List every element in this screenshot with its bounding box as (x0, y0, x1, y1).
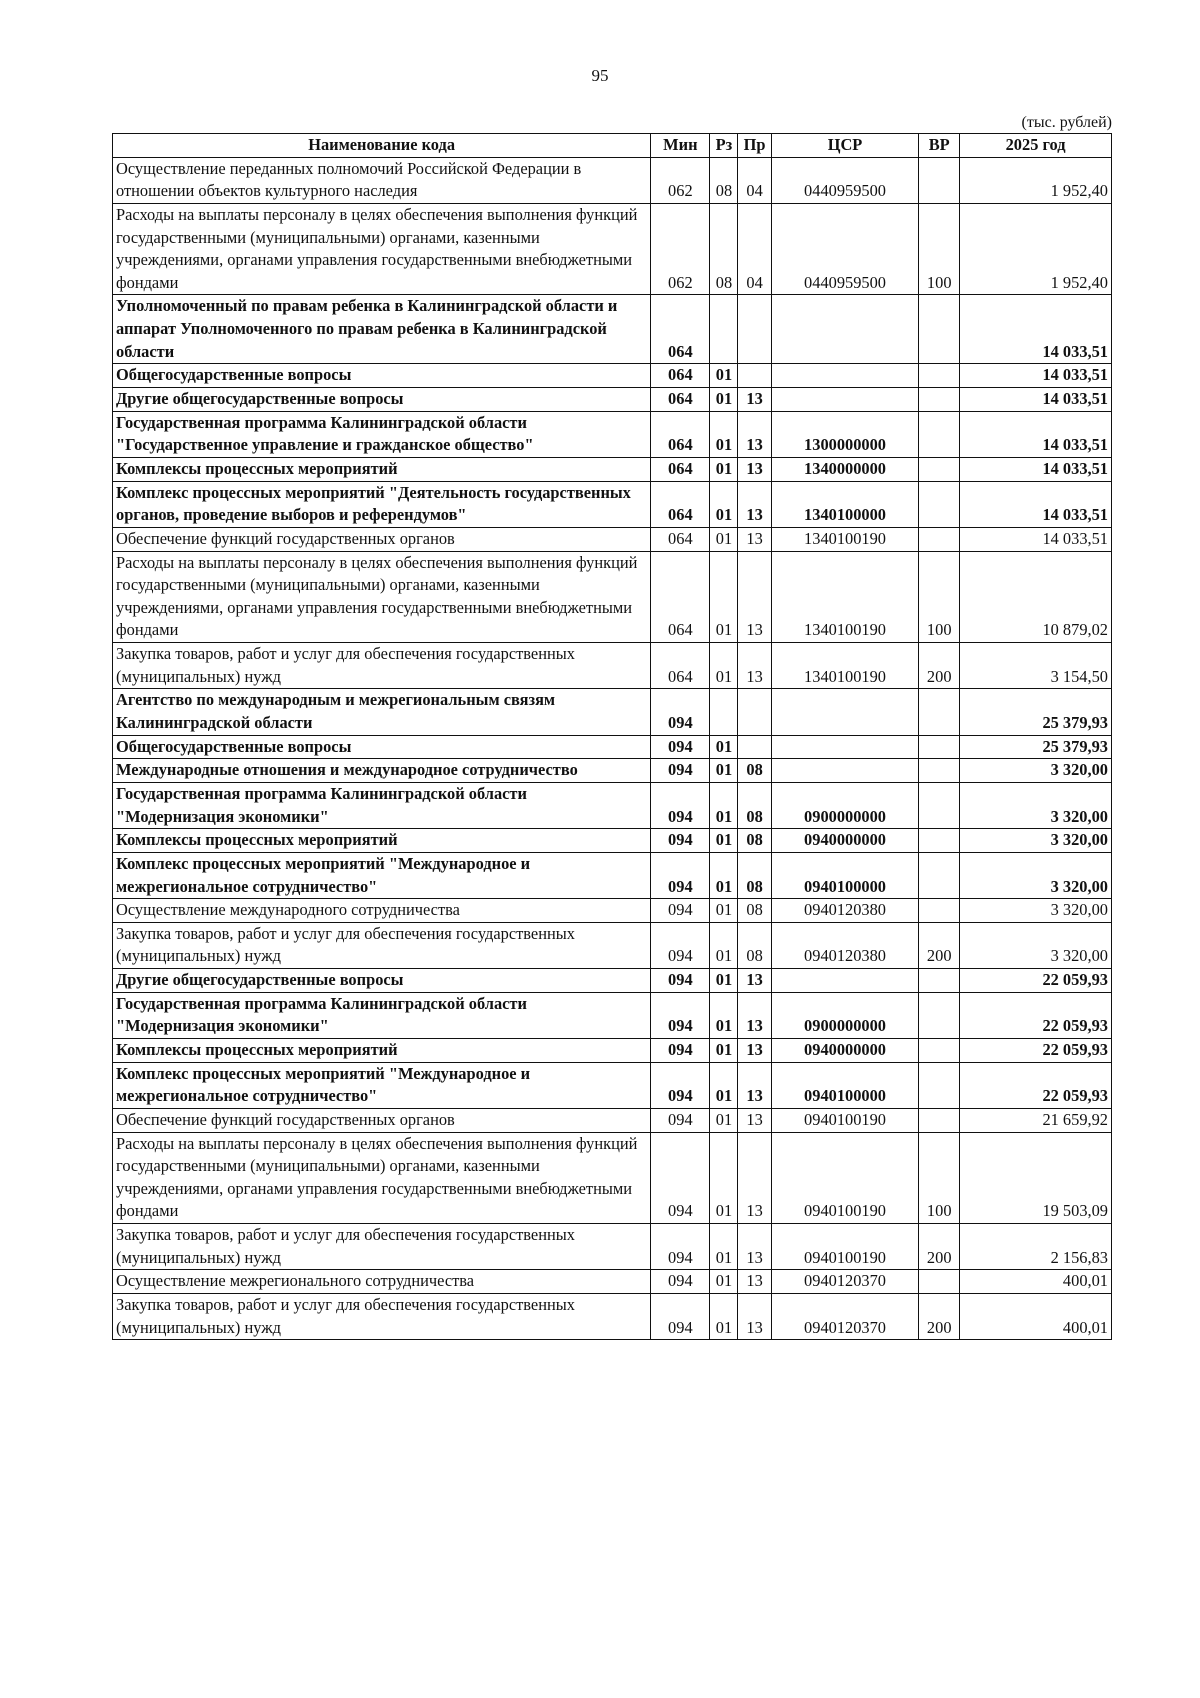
cell-name: Обеспечение функций государственных органов (113, 1108, 651, 1132)
table-row (113, 1270, 1112, 1294)
cell-vr (919, 1270, 960, 1294)
cell-pr: 13 (738, 1132, 771, 1224)
cell-sum: 3 320,00 (960, 899, 1112, 923)
cell-name: Государственная программа Калининградской области "Государственное управление и гражданское общество" (113, 411, 651, 457)
cell-pr: 13 (738, 457, 771, 481)
cell-pr: 08 (738, 782, 771, 828)
cell-sum: 14 033,51 (960, 388, 1112, 412)
table-row (113, 388, 1112, 412)
cell-rz: 01 (710, 759, 738, 783)
cell-vr (919, 295, 960, 364)
cell-min: 094 (651, 689, 710, 735)
cell-pr: 13 (738, 1062, 771, 1108)
cell-min: 064 (651, 481, 710, 527)
cell-pr: 13 (738, 1224, 771, 1270)
cell-min: 094 (651, 1294, 710, 1340)
cell-sum: 14 033,51 (960, 411, 1112, 457)
cell-name: Агентство по международным и межрегиональным связям Калининградской области (113, 689, 651, 735)
cell-min: 064 (651, 457, 710, 481)
cell-csr: 0940100190 (771, 1132, 918, 1224)
cell-vr (919, 1038, 960, 1062)
cell-pr: 13 (738, 969, 771, 993)
cell-min: 094 (651, 899, 710, 923)
cell-min: 094 (651, 759, 710, 783)
cell-rz: 01 (710, 829, 738, 853)
cell-csr: 1300000000 (771, 411, 918, 457)
cell-rz: 01 (710, 969, 738, 993)
cell-rz: 01 (710, 1062, 738, 1108)
cell-vr (919, 157, 960, 203)
cell-name: Другие общегосударственные вопросы (113, 388, 651, 412)
cell-vr: 200 (919, 643, 960, 689)
table-row (113, 782, 1112, 828)
cell-rz: 01 (710, 922, 738, 968)
cell-sum: 400,01 (960, 1294, 1112, 1340)
cell-vr (919, 829, 960, 853)
cell-rz: 01 (710, 1224, 738, 1270)
cell-min: 094 (651, 969, 710, 993)
cell-csr: 0940120380 (771, 899, 918, 923)
cell-pr: 08 (738, 759, 771, 783)
page-number: 95 (591, 66, 609, 85)
table-row (113, 992, 1112, 1038)
cell-vr (919, 735, 960, 759)
cell-csr: 0940100190 (771, 1108, 918, 1132)
table-body (113, 157, 1112, 1340)
cell-csr: 0940100000 (771, 1062, 918, 1108)
cell-min: 094 (651, 852, 710, 898)
cell-pr: 08 (738, 852, 771, 898)
cell-csr: 1340100190 (771, 643, 918, 689)
cell-vr (919, 411, 960, 457)
cell-pr: 13 (738, 527, 771, 551)
cell-pr: 04 (738, 203, 771, 295)
cell-vr (919, 1062, 960, 1108)
cell-csr: 0940100000 (771, 852, 918, 898)
cell-name: Уполномоченный по правам ребенка в Калининградской области и аппарат Уполномоченного по правам ребенка в Калининградской области (113, 295, 651, 364)
cell-sum: 10 879,02 (960, 551, 1112, 643)
cell-csr: 0440959500 (771, 157, 918, 203)
table-row (113, 1132, 1112, 1224)
cell-csr: 0940120380 (771, 922, 918, 968)
cell-csr: 0900000000 (771, 992, 918, 1038)
cell-min: 094 (651, 1224, 710, 1270)
cell-name: Осуществление межрегионального сотрудничества (113, 1270, 651, 1294)
cell-rz: 01 (710, 735, 738, 759)
cell-rz: 01 (710, 364, 738, 388)
cell-name: Международные отношения и международное сотрудничество (113, 759, 651, 783)
cell-rz: 08 (710, 203, 738, 295)
cell-rz: 01 (710, 1108, 738, 1132)
cell-sum: 1 952,40 (960, 157, 1112, 203)
table-row (113, 364, 1112, 388)
cell-vr: 100 (919, 1132, 960, 1224)
cell-pr (738, 689, 771, 735)
table-row (113, 551, 1112, 643)
table-row (113, 922, 1112, 968)
cell-sum: 25 379,93 (960, 735, 1112, 759)
cell-csr: 0940000000 (771, 829, 918, 853)
cell-vr (919, 899, 960, 923)
cell-rz (710, 295, 738, 364)
budget-table (112, 133, 1112, 1340)
table-row (113, 411, 1112, 457)
cell-min: 094 (651, 1108, 710, 1132)
cell-vr (919, 388, 960, 412)
cell-rz: 01 (710, 527, 738, 551)
cell-csr: 0940000000 (771, 1038, 918, 1062)
table-header-row (113, 134, 1112, 158)
cell-rz: 01 (710, 992, 738, 1038)
cell-vr (919, 1108, 960, 1132)
cell-vr (919, 481, 960, 527)
cell-pr: 08 (738, 899, 771, 923)
cell-name: Закупка товаров, работ и услуг для обеспечения государственных (муниципальных) нужд (113, 1224, 651, 1270)
cell-csr (771, 759, 918, 783)
cell-sum: 21 659,92 (960, 1108, 1112, 1132)
header-rz: Рз (710, 134, 738, 158)
cell-min: 062 (651, 157, 710, 203)
cell-name: Расходы на выплаты персоналу в целях обеспечения выполнения функций государственными (муниципальными) органами, казенными учреждениями, органами управления государственными внебюджетными фондами (113, 551, 651, 643)
cell-csr (771, 295, 918, 364)
cell-min: 064 (651, 388, 710, 412)
table-row (113, 457, 1112, 481)
cell-csr: 0900000000 (771, 782, 918, 828)
cell-name: Государственная программа Калининградской области "Модернизация экономики" (113, 782, 651, 828)
cell-rz: 01 (710, 481, 738, 527)
cell-min: 064 (651, 551, 710, 643)
cell-pr: 13 (738, 388, 771, 412)
cell-vr: 200 (919, 1294, 960, 1340)
cell-rz: 01 (710, 782, 738, 828)
cell-vr (919, 364, 960, 388)
table-row (113, 527, 1112, 551)
cell-csr (771, 364, 918, 388)
cell-sum: 22 059,93 (960, 1038, 1112, 1062)
cell-name: Комплексы процессных мероприятий (113, 457, 651, 481)
cell-name: Расходы на выплаты персоналу в целях обеспечения выполнения функций государственными (муниципальными) органами, казенными учреждениями, органами управления государственными внебюджетными фондами (113, 203, 651, 295)
cell-rz: 01 (710, 457, 738, 481)
cell-name: Общегосударственные вопросы (113, 364, 651, 388)
cell-name: Расходы на выплаты персоналу в целях обеспечения выполнения функций государственными (муниципальными) органами, казенными учреждениями, органами управления государственными внебюджетными фондами (113, 1132, 651, 1224)
cell-csr: 0940120370 (771, 1294, 918, 1340)
cell-sum: 14 033,51 (960, 364, 1112, 388)
cell-sum: 3 320,00 (960, 782, 1112, 828)
cell-min: 094 (651, 782, 710, 828)
cell-min: 062 (651, 203, 710, 295)
table-row (113, 643, 1112, 689)
table-row (113, 1062, 1112, 1108)
cell-min: 094 (651, 1132, 710, 1224)
cell-min: 094 (651, 735, 710, 759)
cell-sum: 3 320,00 (960, 829, 1112, 853)
table-row (113, 157, 1112, 203)
cell-min: 064 (651, 364, 710, 388)
cell-sum: 22 059,93 (960, 1062, 1112, 1108)
cell-sum: 22 059,93 (960, 992, 1112, 1038)
cell-rz: 01 (710, 1270, 738, 1294)
cell-min: 094 (651, 829, 710, 853)
cell-sum: 1 952,40 (960, 203, 1112, 295)
cell-pr: 13 (738, 551, 771, 643)
table-row (113, 899, 1112, 923)
cell-name: Осуществление переданных полномочий Российской Федерации в отношении объектов культурного наследия (113, 157, 651, 203)
cell-name: Комплексы процессных мероприятий (113, 1038, 651, 1062)
table-row (113, 481, 1112, 527)
cell-sum: 14 033,51 (960, 295, 1112, 364)
cell-pr: 13 (738, 411, 771, 457)
header-vr: ВР (919, 134, 960, 158)
cell-sum: 2 156,83 (960, 1224, 1112, 1270)
cell-name: Комплекс процессных мероприятий "Международное и межрегиональное сотрудничество" (113, 1062, 651, 1108)
cell-csr: 1340100190 (771, 527, 918, 551)
cell-csr (771, 969, 918, 993)
table-row (113, 1224, 1112, 1270)
header-csr: ЦСР (771, 134, 918, 158)
header-sum: 2025 год (960, 134, 1112, 158)
cell-min: 094 (651, 922, 710, 968)
cell-rz: 01 (710, 411, 738, 457)
cell-pr: 13 (738, 1294, 771, 1340)
cell-name: Другие общегосударственные вопросы (113, 969, 651, 993)
table-row (113, 1294, 1112, 1340)
table-row (113, 735, 1112, 759)
cell-name: Закупка товаров, работ и услуг для обеспечения государственных (муниципальных) нужд (113, 922, 651, 968)
cell-sum: 19 503,09 (960, 1132, 1112, 1224)
cell-csr (771, 689, 918, 735)
table-row (113, 759, 1112, 783)
cell-sum: 14 033,51 (960, 457, 1112, 481)
table-row (113, 1038, 1112, 1062)
cell-pr: 04 (738, 157, 771, 203)
cell-vr (919, 852, 960, 898)
cell-min: 094 (651, 992, 710, 1038)
table-row (113, 203, 1112, 295)
cell-rz (710, 689, 738, 735)
cell-pr: 08 (738, 922, 771, 968)
cell-csr: 0940120370 (771, 1270, 918, 1294)
cell-rz: 01 (710, 643, 738, 689)
cell-pr (738, 364, 771, 388)
cell-csr (771, 735, 918, 759)
cell-pr: 13 (738, 481, 771, 527)
cell-rz: 01 (710, 1038, 738, 1062)
cell-rz: 01 (710, 1294, 738, 1340)
cell-name: Общегосударственные вопросы (113, 735, 651, 759)
cell-rz: 01 (710, 899, 738, 923)
cell-rz: 01 (710, 1132, 738, 1224)
table-row (113, 295, 1112, 364)
cell-pr (738, 295, 771, 364)
cell-sum: 3 320,00 (960, 759, 1112, 783)
header-min: Мин (651, 134, 710, 158)
cell-name: Комплекс процессных мероприятий "Международное и межрегиональное сотрудничество" (113, 852, 651, 898)
cell-name: Закупка товаров, работ и услуг для обеспечения государственных (муниципальных) нужд (113, 1294, 651, 1340)
cell-sum: 3 320,00 (960, 852, 1112, 898)
cell-pr: 13 (738, 1270, 771, 1294)
cell-rz: 08 (710, 157, 738, 203)
units-label: (тыс. рублей) (1021, 114, 1112, 131)
cell-pr: 13 (738, 992, 771, 1038)
cell-pr: 13 (738, 1038, 771, 1062)
cell-vr: 200 (919, 922, 960, 968)
cell-pr: 08 (738, 829, 771, 853)
cell-min: 094 (651, 1038, 710, 1062)
cell-vr: 100 (919, 203, 960, 295)
cell-name: Осуществление международного сотрудничества (113, 899, 651, 923)
cell-min: 064 (651, 411, 710, 457)
cell-min: 064 (651, 295, 710, 364)
cell-csr: 0440959500 (771, 203, 918, 295)
cell-vr (919, 759, 960, 783)
cell-csr: 1340100190 (771, 551, 918, 643)
cell-min: 094 (651, 1062, 710, 1108)
cell-vr (919, 527, 960, 551)
cell-vr (919, 992, 960, 1038)
cell-vr (919, 782, 960, 828)
cell-pr (738, 735, 771, 759)
cell-vr (919, 457, 960, 481)
cell-sum: 400,01 (960, 1270, 1112, 1294)
cell-sum: 22 059,93 (960, 969, 1112, 993)
cell-rz: 01 (710, 852, 738, 898)
cell-sum: 25 379,93 (960, 689, 1112, 735)
cell-vr (919, 969, 960, 993)
cell-vr: 100 (919, 551, 960, 643)
cell-sum: 14 033,51 (960, 527, 1112, 551)
cell-name: Комплексы процессных мероприятий (113, 829, 651, 853)
cell-sum: 14 033,51 (960, 481, 1112, 527)
cell-pr: 13 (738, 643, 771, 689)
cell-name: Государственная программа Калининградской области "Модернизация экономики" (113, 992, 651, 1038)
cell-sum: 3 320,00 (960, 922, 1112, 968)
table-row (113, 969, 1112, 993)
cell-csr: 1340000000 (771, 457, 918, 481)
cell-csr: 0940100190 (771, 1224, 918, 1270)
table-row (113, 1108, 1112, 1132)
cell-csr (771, 388, 918, 412)
table-row (113, 689, 1112, 735)
cell-vr (919, 689, 960, 735)
cell-min: 064 (651, 527, 710, 551)
cell-min: 064 (651, 643, 710, 689)
cell-min: 094 (651, 1270, 710, 1294)
table-row (113, 852, 1112, 898)
cell-sum: 3 154,50 (960, 643, 1112, 689)
header-name: Наименование кода (113, 134, 651, 158)
cell-csr: 1340100000 (771, 481, 918, 527)
cell-name: Обеспечение функций государственных органов (113, 527, 651, 551)
table-row (113, 829, 1112, 853)
cell-rz: 01 (710, 551, 738, 643)
cell-pr: 13 (738, 1108, 771, 1132)
header-pr: Пр (738, 134, 771, 158)
cell-rz: 01 (710, 388, 738, 412)
cell-vr: 200 (919, 1224, 960, 1270)
cell-name: Комплекс процессных мероприятий "Деятельность государственных органов, проведение выборов и референдумов" (113, 481, 651, 527)
cell-name: Закупка товаров, работ и услуг для обеспечения государственных (муниципальных) нужд (113, 643, 651, 689)
